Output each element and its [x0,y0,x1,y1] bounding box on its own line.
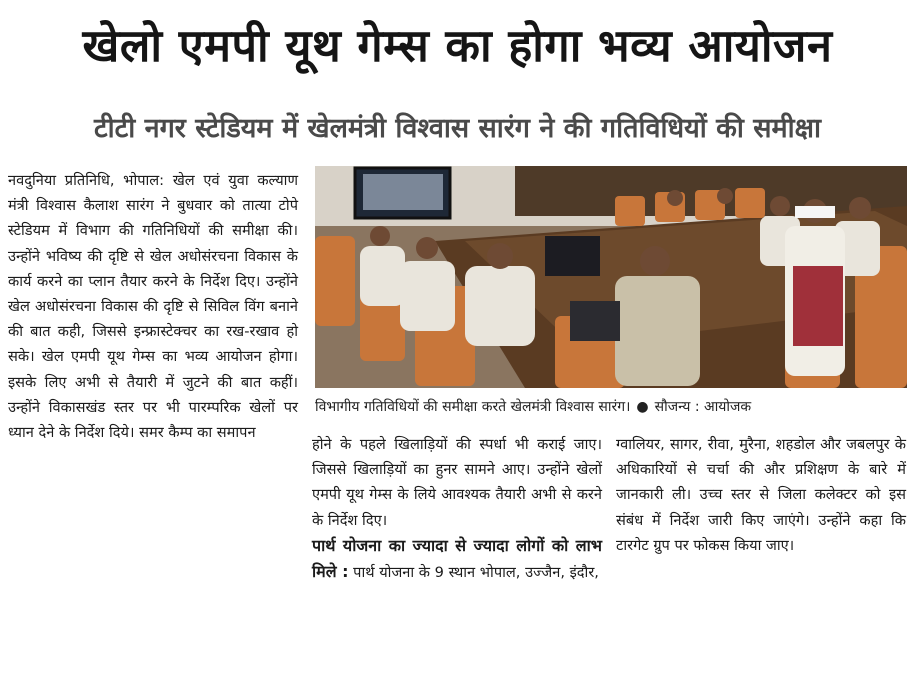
caption-text: विभागीय गतिविधियों की समीक्षा करते खेलमंत्री विश्वास सारंग। [315,399,631,415]
column-2-body: होने के पहले खिलाड़ियों की स्पर्धा भी कराई जाए। जिससे खिलाड़ियों का हुनर सामने आए। उन्होंने खेलों एमपी यूथ गेम्स के लिये आवश्यक तैयारी अभी से करने के निर्देश दिए। [312,436,602,529]
column-2-body-continued: पार्थ योजना के 9 स्थान भोपाल, उज्जैन, इंदौर, [353,564,599,582]
column-1-body: खेल एवं युवा कल्याण मंत्री विश्वास कैलाश सारंग ने बुधवार को तात्या टोपे स्टेडियम में विभाग की गतिनिधियों की समीक्षा की। उन्होंने भविष्य की दृष्टि से खेल अधोसंरचना विकास के कार्य करने का प्लान तैयार करने के निर्देश दिए। उन्होंने खेल अधोसंरचना विकास की दृष्टि से सिविल विंग बनाने की बात कही, जिससे इन्फ्रास्टेक्चर का रख-रखाव हो सके। खेल एमपी यूथ गेम्स का भव्य आयोजन होगा। इसके लिए अभी से तैयारी में जुटने की बात कहीं। उन्होंने विकासखंड स्तर पर भी पारम्परिक खेलों पर ध्यान देने के निर्देश दिये। समर कैम्प का समापन [8,172,299,442]
meeting-photo-illustration [315,166,907,388]
column-3-body: ग्वालियर, सागर, रीवा, मुरैना, शहडोल और जबलपुर के अधिकारियों से चर्चा की और प्रशिक्षण के बारे में जानकारी ली। उच्च स्तर से जिला कलेक्टर को इस संबंध में निर्देश जारी किए जाएंगे। उन्होंने कहा कि टारगेट ग्रुप पर फोकस किया जाए। [616,436,906,554]
article-column-2 [312,432,602,585]
headline: खेलो एमपी यूथ गेम्स का होगा भव्य आयोजन [82,19,833,72]
photo-caption [315,397,907,416]
subheadline: टीटी नगर स्टेडियम में खेलमंत्री विश्वास सारंग ने की गतिविधियों की समीक्षा [93,113,822,144]
column-1-text [8,168,298,445]
caption-separator: ● [636,399,649,415]
news-photo [315,166,907,388]
dateline: नवदुनिया प्रतिनिधि, भोपाल: [8,172,165,189]
article-column-1 [8,168,298,445]
photo-credit: सौजन्य : आयोजक [654,399,752,415]
article-column-3 [616,432,906,558]
subheading: पार्थ योजना का ज्यादा से ज्यादा लोगों को लाभ मिले : [312,535,602,582]
